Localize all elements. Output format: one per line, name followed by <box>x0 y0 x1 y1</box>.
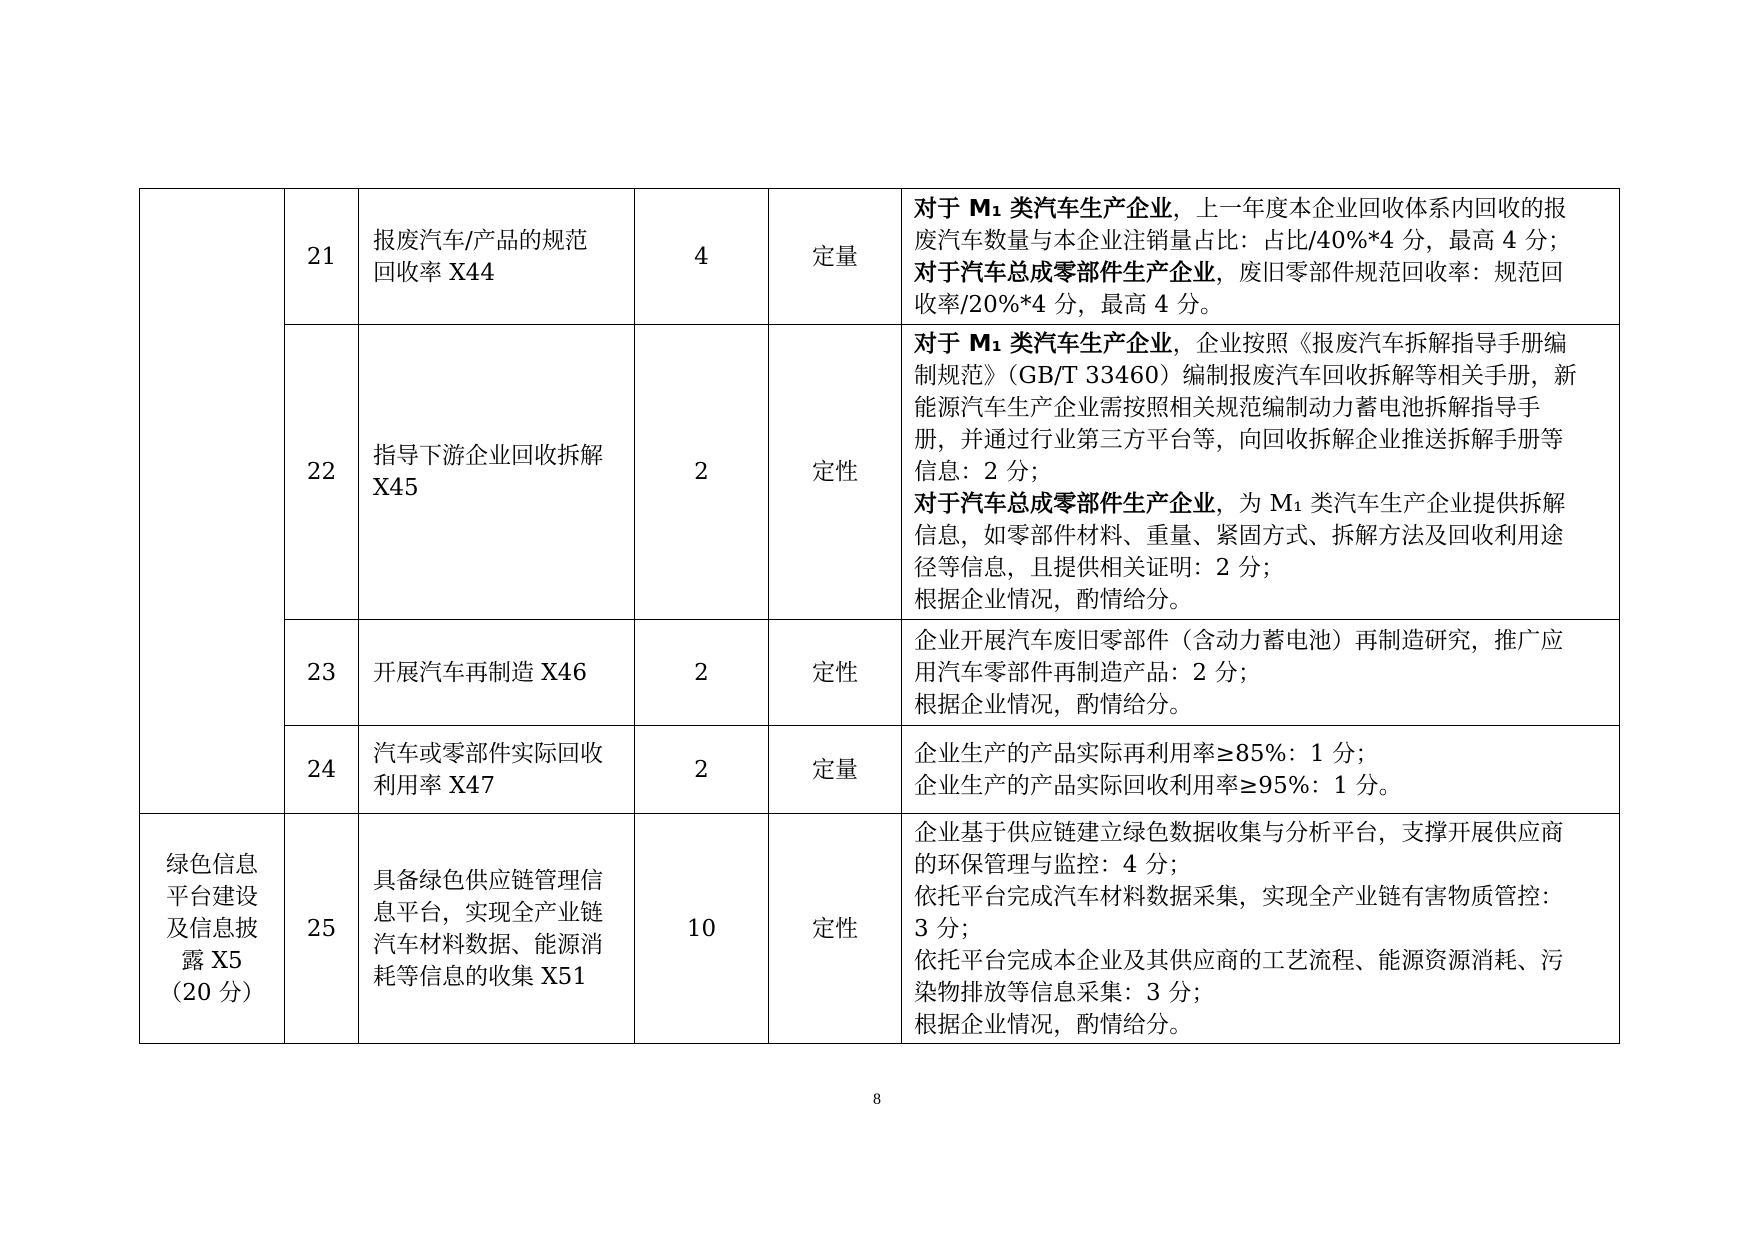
table-row <box>140 814 1620 1044</box>
row-number: 21 <box>285 189 359 325</box>
table-row <box>140 325 1620 620</box>
table-row <box>140 726 1620 814</box>
table-row <box>140 189 1620 325</box>
score-value: 4 <box>635 189 769 325</box>
scoring-criteria: 企业开展汽车废旧零部件（含动力蓄电池）再制造研究，推广应 用汽车零部件再制造产品：2 分； 根据企业情况，酌情给分。 <box>902 620 1620 726</box>
page-number: 8 <box>873 1091 881 1108</box>
evaluation-type: 定性 <box>769 325 902 620</box>
scoring-criteria: 企业生产的产品实际再利用率≥85%：1 分； 企业生产的产品实际回收利用率≥95%：1 分。 <box>902 726 1620 814</box>
row-number: 23 <box>285 620 359 726</box>
category-cell-x5: 绿色信息 平台建设 及信息披 露 X5 （20 分） <box>140 814 285 1044</box>
indicator-item: 指导下游企业回收拆解 X45 <box>359 325 635 620</box>
row-number: 22 <box>285 325 359 620</box>
indicator-item: 报废汽车/产品的规范 回收率 X44 <box>359 189 635 325</box>
table-row <box>140 620 1620 726</box>
score-value: 2 <box>635 726 769 814</box>
scoring-criteria: 企业基于供应链建立绿色数据收集与分析平台，支撑开展供应商 的环保管理与监控：4 分； 依托平台完成汽车材料数据采集，实现全产业链有害物质管控： 3 分； 依托平台完成本企业及其供应商的工艺流程、能源资源消耗、污 染物排放等信息采集：3 分； 根据企业情况，酌情给分。 <box>902 814 1620 1044</box>
row-number: 24 <box>285 726 359 814</box>
indicator-item: 具备绿色供应链管理信 息平台，实现全产业链 汽车材料数据、能源消 耗等信息的收集 X51 <box>359 814 635 1044</box>
evaluation-type: 定性 <box>769 814 902 1044</box>
indicator-item: 开展汽车再制造 X46 <box>359 620 635 726</box>
row-number: 25 <box>285 814 359 1044</box>
category-cell-x4 <box>140 189 285 814</box>
indicator-item: 汽车或零部件实际回收 利用率 X47 <box>359 726 635 814</box>
score-value: 2 <box>635 325 769 620</box>
scoring-table <box>139 188 1620 1044</box>
scoring-criteria: 对于 M₁ 类汽车生产企业，企业按照《报废汽车拆解指导手册编 制规范》（GB/T 33460）编制报废汽车回收拆解等相关手册，新 能源汽车生产企业需按照相关规范编制动力蓄电池拆解指导手 册，并通过行业第三方平台等，向回收拆解企业推送拆解手册等 信息：2 分； 对于汽车总成零部件生产企业，为 M₁ 类汽车生产企业提供拆解 信息，如零部件材料、重量、紧固方式、拆解方法及回收利用途 径等信息，且提供相关证明：2 分； 根据企业情况，酌情给分。 <box>902 325 1620 620</box>
score-value: 10 <box>635 814 769 1044</box>
score-value: 2 <box>635 620 769 726</box>
scoring-criteria: 对于 M₁ 类汽车生产企业，上一年度本企业回收体系内回收的报 废汽车数量与本企业注销量占比：占比/40%*4 分，最高 4 分； 对于汽车总成零部件生产企业，废旧零部件规范回收率：规范回 收率/20%*4 分，最高 4 分。 <box>902 189 1620 325</box>
evaluation-type: 定性 <box>769 620 902 726</box>
evaluation-type: 定量 <box>769 726 902 814</box>
evaluation-type: 定量 <box>769 189 902 325</box>
